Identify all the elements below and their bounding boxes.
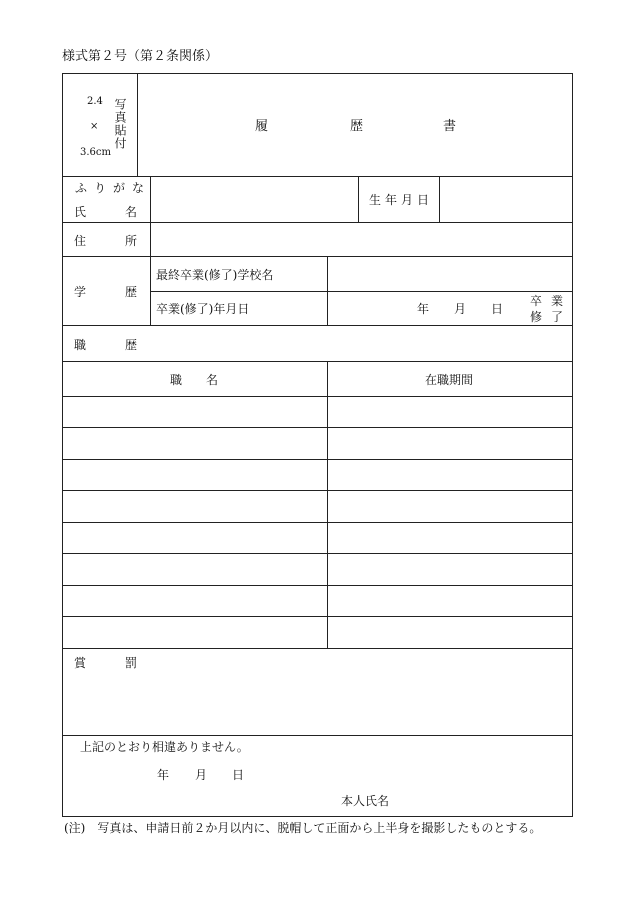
career-label-char-1: 職 xyxy=(74,338,87,352)
photo-attach-label: 写真貼付 xyxy=(113,98,127,150)
photo-size-height: 3.6cm xyxy=(80,147,111,158)
job-title-header-char-1: 職 xyxy=(170,373,183,387)
rule-career-row-1 xyxy=(62,427,573,428)
form-number: 様式第２号（第２条関係） xyxy=(62,49,219,64)
rule-under-education xyxy=(62,325,573,326)
education-label-char-1: 学 xyxy=(74,285,87,299)
rule-birthdate-left xyxy=(358,176,359,223)
graduated-option: 卒業 xyxy=(530,294,573,308)
declaration-statement: 上記のとおり相違ありません。 xyxy=(80,740,249,754)
name-label-char-1: 氏 xyxy=(74,205,87,219)
footnote: (注) 写真は、申請日前２か月以内に、脱帽して正面から上半身を撮影したものとする。 xyxy=(64,821,542,835)
rule-career-row-7 xyxy=(62,616,573,617)
rule-career-row-4 xyxy=(62,522,573,523)
declaration-year-label: 年 xyxy=(157,768,170,782)
rule-education-mid xyxy=(150,291,573,292)
title-char-2: 歴 xyxy=(350,119,364,134)
rule-under-name xyxy=(62,222,573,223)
graduation-year-label: 年 xyxy=(417,302,430,316)
declaration-month-label: 月 xyxy=(195,768,208,782)
photo-size-times: × xyxy=(90,121,99,132)
rule-label-column xyxy=(150,176,151,326)
outer-bottom-border xyxy=(62,816,573,817)
rule-under-awards xyxy=(62,735,573,736)
career-label-char-2: 歴 xyxy=(125,338,138,352)
declaration-day-label: 日 xyxy=(232,768,245,782)
title-char-3: 書 xyxy=(443,119,457,134)
rule-photo-right xyxy=(137,73,138,177)
rule-under-career-header xyxy=(62,396,573,397)
completed-option: 修了 xyxy=(530,310,573,324)
final-school-label: 最終卒業(修了)学校名 xyxy=(156,268,274,282)
rule-under-address xyxy=(62,256,573,257)
awards-label-char-1: 賞 xyxy=(74,656,87,670)
rule-under-career-rows xyxy=(62,648,573,649)
outer-right-border xyxy=(572,73,573,817)
title-char-1: 履 xyxy=(255,119,269,134)
graduation-day-label: 日 xyxy=(491,302,504,316)
rule-career-row-3 xyxy=(62,490,573,491)
rule-under-career-label xyxy=(62,361,573,362)
furigana-label: ふりがな xyxy=(75,181,152,195)
rule-under-title xyxy=(62,176,573,177)
signature-label: 本人氏名 xyxy=(341,794,390,808)
rule-career-row-6 xyxy=(62,585,573,586)
graduation-month-label: 月 xyxy=(454,302,467,316)
rule-career-row-5 xyxy=(62,553,573,554)
outer-left-border xyxy=(62,73,63,817)
outer-top-border xyxy=(62,73,573,74)
photo-size-width: 2.4 xyxy=(87,96,103,107)
address-label-char-2: 所 xyxy=(125,234,138,248)
graduation-date-label: 卒業(修了)年月日 xyxy=(156,302,250,316)
name-label-char-2: 名 xyxy=(125,205,138,219)
education-label-char-2: 歴 xyxy=(125,285,138,299)
rule-career-middle xyxy=(327,361,328,649)
awards-label-char-2: 罰 xyxy=(125,656,138,670)
rule-career-row-2 xyxy=(62,459,573,460)
rule-birthdate-right xyxy=(439,176,440,223)
address-label-char-1: 住 xyxy=(74,234,87,248)
employment-period-header: 在職期間 xyxy=(425,373,474,387)
job-title-header-char-2: 名 xyxy=(206,373,219,387)
rule-education-value xyxy=(327,256,328,326)
birthdate-label: 生年月日 xyxy=(369,193,434,207)
